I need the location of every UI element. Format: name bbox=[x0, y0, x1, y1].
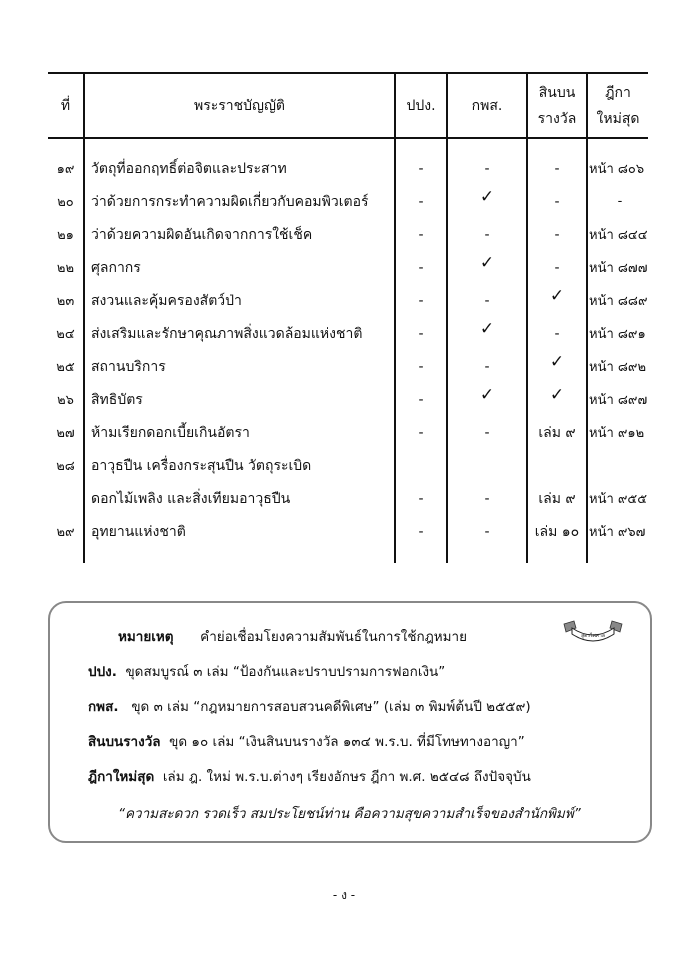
table-row bbox=[48, 317, 648, 350]
ppg-value: - bbox=[418, 160, 424, 177]
sinbon-value: - bbox=[554, 325, 560, 342]
kps-check-icon: ✓ bbox=[479, 384, 495, 405]
kps-value bbox=[447, 449, 527, 482]
ppg-value: - bbox=[418, 193, 424, 210]
table-row-continuation bbox=[48, 482, 648, 515]
row-number: ๒๔ bbox=[56, 327, 75, 342]
note-title: หมายเหตุ bbox=[118, 629, 174, 645]
sinbon-value: - bbox=[554, 193, 560, 210]
note-heading bbox=[118, 625, 467, 647]
note-item-label: กพส. bbox=[88, 699, 119, 715]
table-row bbox=[48, 251, 648, 284]
kps-value: - bbox=[484, 226, 490, 243]
note-item-sinbon bbox=[88, 730, 525, 752]
kps-value: - bbox=[484, 523, 490, 540]
note-item-text: ขุดสมบูรณ์ ๓ เล่ม “ป้องกันและปราบปรามการฟอกเงิน” bbox=[125, 664, 446, 680]
dika-value: หน้า ๘๙๒ bbox=[589, 360, 647, 375]
ppg-value: - bbox=[418, 391, 424, 408]
statute-name: ศุลกากร bbox=[91, 259, 141, 276]
dika-value: หน้า ๙๕๕ bbox=[589, 492, 648, 507]
statute-name: ว่าด้วยการกระทำความผิดเกี่ยวกับคอมพิวเตอร์ bbox=[91, 193, 369, 210]
page-number: - ง - bbox=[332, 888, 356, 902]
kps-value: - bbox=[484, 424, 490, 441]
row-number: ๑๙ bbox=[56, 162, 75, 177]
kps-value: - bbox=[484, 160, 490, 177]
kps-value: - bbox=[484, 358, 490, 375]
row-number: ๒๗ bbox=[56, 426, 75, 441]
sinbon-value: เล่ม ๙ bbox=[538, 424, 576, 441]
sinbon-value: เล่ม ๑๐ bbox=[534, 523, 580, 540]
ppg-value: - bbox=[418, 325, 424, 342]
ppg-value: - bbox=[418, 358, 424, 375]
kps-check-icon: ✓ bbox=[479, 186, 495, 207]
dika-value: หน้า ๙๖๗ bbox=[589, 525, 646, 540]
sinbon-value: - bbox=[554, 259, 560, 276]
note-item-text: ขุด ๓ เล่ม “กฎหมายการสอบสวนคดีพิเศษ” (เล่ม ๓ พิมพ์ต้นปี ๒๕๕๙) bbox=[131, 699, 531, 715]
header-sinbon-line1: สินบน bbox=[538, 84, 576, 101]
statute-name: อุทยานแห่งชาติ bbox=[91, 523, 186, 540]
header-sinbon-line2: รางวัล bbox=[537, 110, 577, 127]
table-row bbox=[48, 284, 648, 317]
ppg-value: - bbox=[418, 424, 424, 441]
svg-text:สูตรไพศาล: สูตรไพศาล bbox=[581, 633, 605, 639]
dika-value: หน้า ๙๑๒ bbox=[589, 426, 645, 441]
note-item-label: ฎีกาใหม่สุด bbox=[88, 769, 155, 785]
table-row bbox=[48, 449, 648, 482]
row-number: ๒๙ bbox=[56, 525, 75, 540]
row-number: ๒๖ bbox=[57, 393, 74, 408]
ppg-value bbox=[395, 449, 447, 482]
sinbon-check-icon: ✓ bbox=[549, 384, 565, 405]
header-kps: กพส. bbox=[471, 97, 503, 114]
header-dika-line1: ฎีกา bbox=[605, 84, 631, 101]
header-no: ที่ bbox=[60, 97, 71, 114]
ppg-value: - bbox=[418, 490, 424, 507]
statute-name: ห้ามเรียกดอกเบี้ยเกินอัตรา bbox=[91, 424, 250, 441]
table-row bbox=[48, 218, 648, 251]
ppg-value: - bbox=[418, 292, 424, 309]
statute-name: สิทธิบัตร bbox=[91, 391, 143, 408]
ppg-value: - bbox=[418, 226, 424, 243]
row-number: ๒๒ bbox=[56, 261, 75, 276]
dika-value bbox=[589, 449, 651, 482]
sinbon-value bbox=[527, 449, 587, 482]
kps-check-icon: ✓ bbox=[479, 318, 495, 339]
row-number: ๒๓ bbox=[56, 294, 75, 309]
header-statute: พระราชบัญญัติ bbox=[194, 97, 285, 114]
note-item-text: เล่ม ฎ. ใหม่ พ.ร.บ.ต่างๆ เรียงอักษร ฎีกา พ.ศ. ๒๕๔๘ ถึงปัจจุบัน bbox=[162, 769, 531, 785]
table-header-rule bbox=[48, 137, 648, 139]
header-sinbon bbox=[528, 74, 586, 137]
note-item-text: ขุด ๑๐ เล่ม “เงินสินบนรางวัล ๑๓๔ พ.ร.บ. ที่มีโทษทางอาญา” bbox=[169, 734, 525, 750]
ppg-value: - bbox=[418, 259, 424, 276]
table-row bbox=[48, 383, 648, 416]
kps-value: - bbox=[484, 292, 490, 309]
note-item-dika bbox=[88, 765, 531, 787]
publisher-banner-logo-icon bbox=[560, 618, 626, 644]
statute-name: ดอกไม้เพลิง และสิ่งเทียมอาวุธปืน bbox=[91, 490, 291, 507]
header-dika bbox=[588, 74, 648, 137]
kps-value: - bbox=[484, 490, 490, 507]
statute-name: สถานบริการ bbox=[91, 358, 166, 375]
sinbon-value: - bbox=[554, 226, 560, 243]
note-item-label: ปปง. bbox=[88, 664, 117, 680]
dika-value: - bbox=[617, 194, 623, 209]
header-dika-line2: ใหม่สุด bbox=[596, 110, 640, 127]
row-number: ๒๐ bbox=[57, 195, 74, 210]
row-number: ๒๘ bbox=[56, 459, 75, 474]
row-number: ๒๕ bbox=[56, 360, 75, 375]
kps-check-icon: ✓ bbox=[479, 252, 495, 273]
ppg-value: - bbox=[418, 523, 424, 540]
dika-value: หน้า ๘๐๖ bbox=[589, 162, 645, 177]
note-item-label: สินบนรางวัล bbox=[88, 734, 161, 750]
row-number bbox=[48, 482, 83, 515]
dika-value: หน้า ๘๙๗ bbox=[589, 393, 648, 408]
dika-value: หน้า ๘๗๗ bbox=[589, 261, 648, 276]
dika-value: หน้า ๘๔๔ bbox=[589, 228, 648, 243]
note-subtitle: คำย่อเชื่อมโยงความสัมพันธ์ในการใช้กฎหมาย bbox=[200, 629, 468, 645]
table-row bbox=[48, 350, 648, 383]
table-row bbox=[48, 416, 648, 449]
table-row bbox=[48, 185, 648, 218]
header-ppg: ปปง. bbox=[406, 97, 436, 114]
statute-name: สงวนและคุ้มครองสัตว์ป่า bbox=[91, 292, 242, 309]
table-row bbox=[48, 515, 648, 548]
statute-name: ว่าด้วยความผิดอันเกิดจากการใช้เช็ค bbox=[91, 226, 313, 243]
note-box bbox=[48, 601, 652, 843]
sinbon-value: - bbox=[554, 160, 560, 177]
table-row bbox=[48, 152, 648, 185]
publisher-slogan: “ความสะดวก รวดเร็ว สมประโยชน์ท่าน คือความสุขความสำเร็จของสำนักพิมพ์” bbox=[118, 806, 581, 822]
sinbon-check-icon: ✓ bbox=[549, 285, 565, 306]
row-number: ๒๑ bbox=[57, 228, 74, 243]
sinbon-check-icon: ✓ bbox=[549, 351, 565, 372]
dika-value: หน้า ๘๘๙ bbox=[589, 294, 648, 309]
statute-name: ส่งเสริมและรักษาคุณภาพสิ่งแวดล้อมแห่งชาติ bbox=[91, 325, 363, 342]
note-item-kps bbox=[88, 695, 531, 717]
statute-name: อาวุธปืน เครื่องกระสุนปืน วัตถุระเบิด bbox=[91, 457, 312, 474]
note-item-ppg bbox=[88, 660, 445, 682]
sinbon-value: เล่ม ๙ bbox=[538, 490, 576, 507]
statute-name: วัตถุที่ออกฤทธิ์ต่อจิตและประสาท bbox=[91, 160, 287, 177]
dika-value: หน้า ๘๙๑ bbox=[589, 327, 646, 342]
